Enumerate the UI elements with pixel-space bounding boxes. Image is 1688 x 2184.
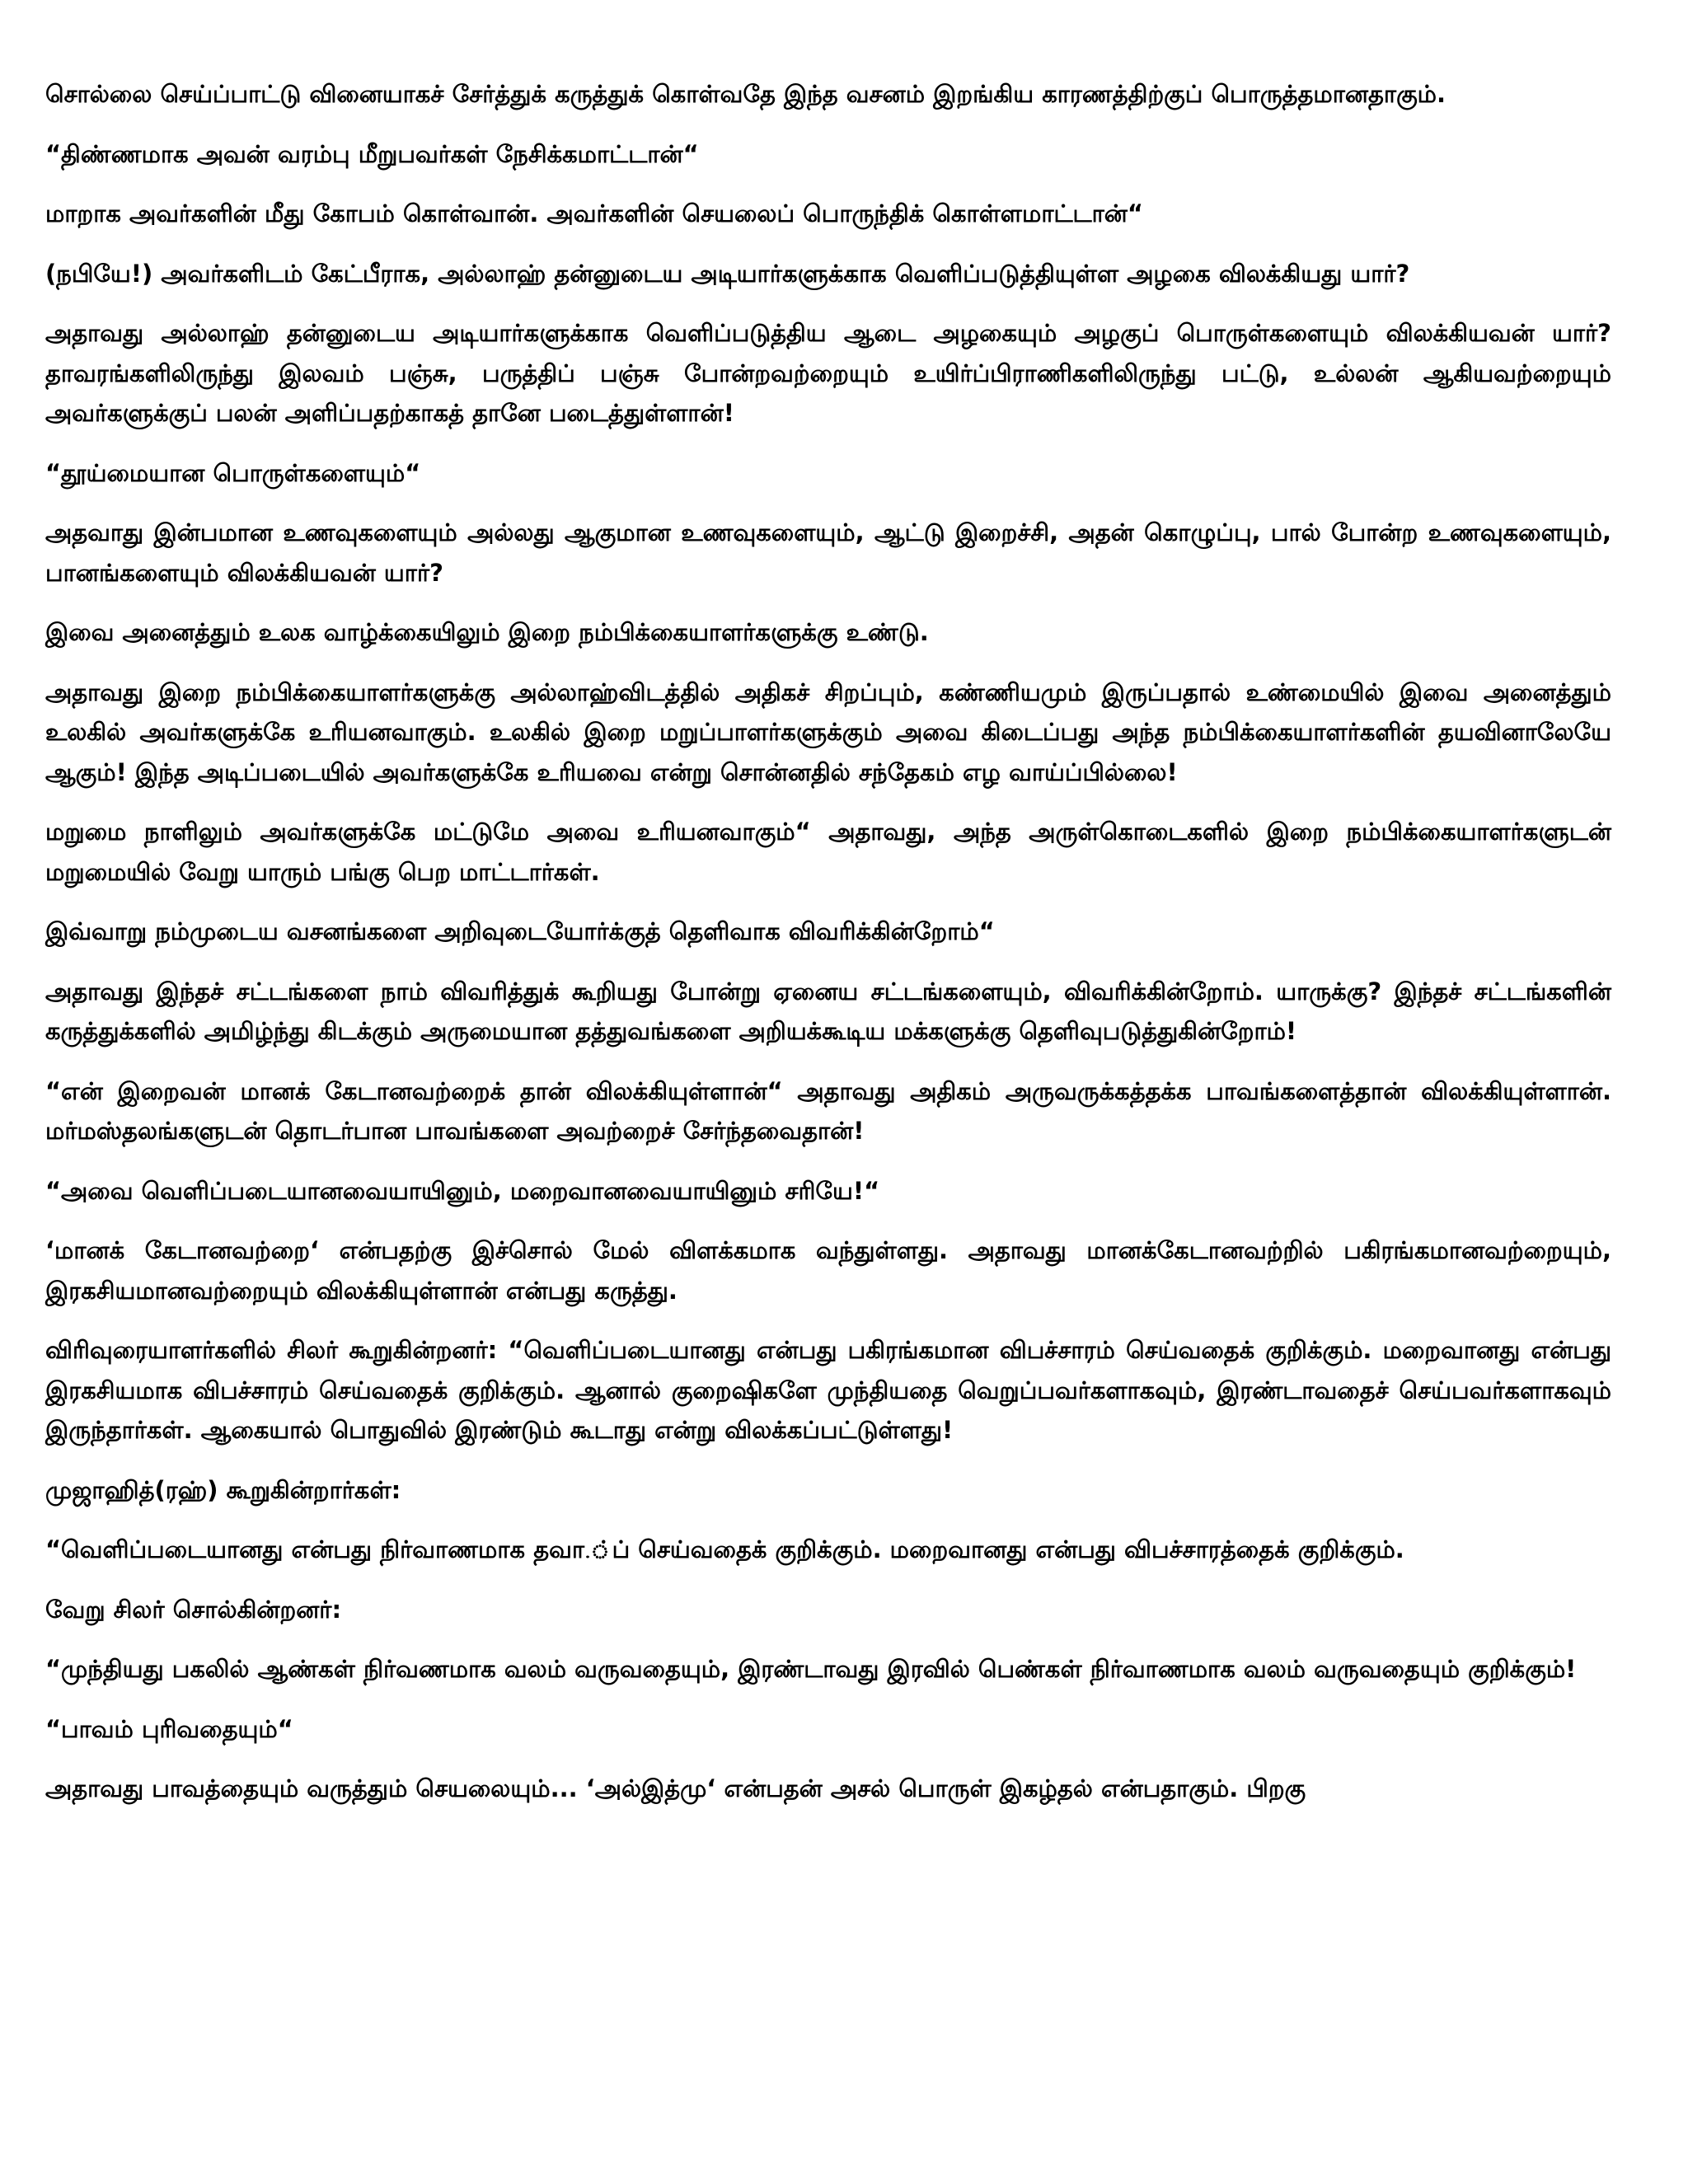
paragraph: மாறாக அவர்களின் மீது கோபம் கொள்வான். அவர்களின் செயலைப் பொருந்திக் கொள்ளமாட்டான்“ [45,199,1143,227]
paragraph: அதாவது இந்தச் சட்டங்களை நாம் விவரித்துக் கூறியது போன்று ஏனைய சட்டங்களையும், விவரிக்கின்றோம். யாருக்கு? இந்தச் சட்டங்களின் கருத்துக்களில் அமிழ்ந்து கிடக்கும் அருமையான தத்துவங்களை அறியக்கூடிய மக்களுக்கு தெளிவுபடுத்துகின்றோம்! [45,977,1611,1045]
paragraph: அதவாது இன்பமான உணவுகளையும் அல்லது ஆகுமான உணவுகளையும், ஆட்டு இறைச்சி, அதன் கொழுப்பு, பால் போன்ற உணவுகளையும், பானங்களையும் விலக்கியவன் யார்? [45,518,1611,587]
paragraph: முஜாஹித்(ரஹ்) கூறுகின்றார்கள்: [45,1475,401,1504]
paragraph: இவை அனைத்தும் உலக வாழ்க்கையிலும் இறை நம்பிக்கையாளர்களுக்கு உண்டு. [45,618,929,646]
paragraph: அதாவது பாவத்தையும் வருத்தும் செயலையும்... ‘அல்இத்மு‘ என்பதன் அசல் பொருள் இகழ்தல் என்பதாகும். பிறகு [45,1774,1306,1802]
paragraph: ‘மானக் கேடானவற்றை‘ என்பதற்கு இச்சொல் மேல் விளக்கமாக வந்துள்ளது. அதாவது மானக்கேடானவற்றில் பகிரங்கமானவற்றையும், இரகசியமானவற்றையும் விலக்கியுள்ளான் என்பது கருத்து. [45,1236,1611,1305]
paragraph: “பாவம் புரிவதையும்“ [45,1714,293,1743]
paragraph: அதாவது இறை நம்பிக்கையாளர்களுக்கு அல்லாஹ்விடத்தில் அதிகச் சிறப்பும், கண்ணியமும் இருப்பதால் உண்மையில் இவை அனைத்தும் உலகில் அவர்களுக்கே உரியனவாகும். உலகில் இறை மறுப்பாளர்களுக்கும் அவை கிடைப்பது அந்த நம்பிக்கையாளர்களின் தயவினாலேயே ஆகும்! இந்த அடிப்படையில் அவர்களுக்கே உரியவை என்று சொன்னதில் சந்தேகம் எழ வாய்ப்பில்லை! [45,677,1611,786]
paragraph: (நபியே!) அவர்களிடம் கேட்பீராக, அல்லாஹ் தன்னுடைய அடியார்களுக்காக வெளிப்படுத்தியுள்ள அழகை விலக்கியது யார்? [45,259,1410,288]
document-page [45,74,1611,1829]
paragraph: மறுமை நாளிலும் அவர்களுக்கே மட்டுமே அவை உரியனவாகும்“ அதாவது, அந்த அருள்கொடைகளில் இறை நம்பிக்கையாளர்களுடன் மறுமையில் வேறு யாரும் பங்கு பெற மாட்டார்கள். [45,818,1611,886]
paragraph: “அவை வெளிப்படையானவையாயினும், மறைவானவையாயினும் சரியே!“ [45,1176,880,1205]
paragraph: விரிவுரையாளர்களில் சிலர் கூறுகின்றனர்: “வெளிப்படையானது என்பது பகிரங்கமான விபச்சாரம் செய்வதைக் குறிக்கும். மறைவானது என்பது இரகசியமாக விபச்சாரம் செய்வதைக் குறிக்கும். ஆனால் குறைஷிகளே முந்தியதை வெறுப்பவர்களாகவும், இரண்டாவதைச் செய்பவர்களாகவும் இருந்தார்கள். ஆகையால் பொதுவில் இரண்டும் கூடாது என்று விலக்கப்பட்டுள்ளது! [45,1336,1611,1444]
paragraph: அதாவது அல்லாஹ் தன்னுடைய அடியார்களுக்காக வெளிப்படுத்திய ஆடை அழகையும் அழகுப் பொருள்களையும் விலக்கியவன் யார்? தாவரங்களிலிருந்து இலவம் பஞ்சு, பருத்திப் பஞ்சு போன்றவற்றையும் உயிர்ப்பிராணிகளிலிருந்து பட்டு, உல்லன் ஆகியவற்றையும் அவர்களுக்குப் பலன் அளிப்பதற்காகத் தானே படைத்துள்ளான்! [45,319,1611,427]
paragraph: “முந்தியது பகலில் ஆண்கள் நிர்வணமாக வலம் வருவதையும், இரண்டாவது இரவில் பெண்கள் நிர்வாணமாக வலம் வருவதையும் குறிக்கும்! [45,1655,1577,1683]
paragraph: இவ்வாறு நம்முடைய வசனங்களை அறிவுடையோர்க்குத் தெளிவாக விவரிக்கின்றோம்“ [45,917,995,945]
paragraph: வேறு சிலர் சொல்கின்றனர்: [45,1595,342,1624]
paragraph: “என் இறைவன் மானக் கேடானவற்றைக் தான் விலக்கியுள்ளான்“ அதாவது அதிகம் அருவருக்கத்தக்க பாவங்களைத்தான் விலக்கியுள்ளான். மர்மஸ்தலங்களுடன் தொடர்பான பாவங்களை அவற்றைச் சேர்ந்தவைதான்! [45,1076,1611,1145]
paragraph: “திண்ணமாக அவன் வரம்பு மீறுபவர்கள் நேசிக்கமாட்டான்“ [45,139,699,168]
paragraph: “வெளிப்படையானது என்பது நிர்வாணமாக தவா.்ப் செய்வதைக் குறிக்கும். மறைவானது என்பது விபச்சாரத்தைக் குறிக்கும். [45,1535,1404,1563]
paragraph: “தூய்மையான பொருள்களையும்“ [45,458,421,487]
paragraph: சொல்லை செய்ப்பாட்டு வினையாகச் சேர்த்துக் கருத்துக் கொள்வதே இந்த வசனம் இறங்கிய காரணத்திற்குப் பொருத்தமானதாகும். [45,80,1447,108]
